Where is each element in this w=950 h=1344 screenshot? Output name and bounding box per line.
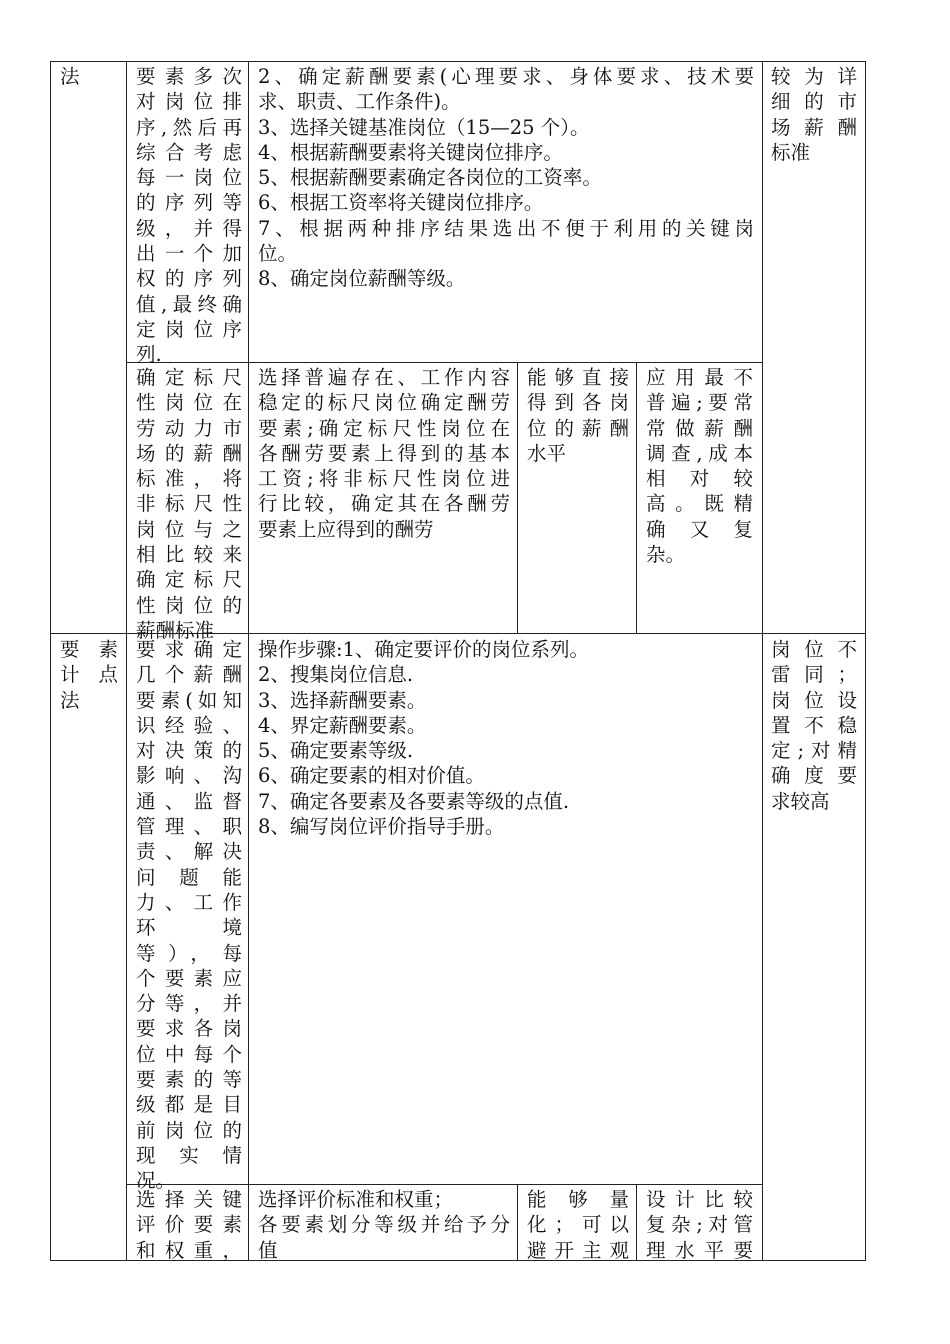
col-divider-3a	[517, 362, 518, 633]
weighting-advantages: 能 够 量 化；可以 避开主观	[527, 1188, 629, 1262]
point-factor-operation-steps: 操作步骤:1、确定要评价的岗位系列。 2、搜集岗位信息. 3、选择薪酬要素。 4、界定薪酬要素。 5、确定要素等级. 6、确定要素的相对价值。 7、确定各要素及各要素等级的点值. 8、编写岗位评价指导手册。	[258, 638, 589, 839]
weighting-disadvantages: 设计比较 复杂;对管 理水平要	[646, 1188, 753, 1262]
point-factor-applicability: 岗位不 雷同； 岗位设 置不稳 定;对精 确度要 求较高	[771, 638, 857, 813]
benchmark-procedure: 选择普遍存在、工作内容 稳定的标尺岗位确定酬劳 要素;确定标尺性岗位在 各酬劳要素上得到的基本 工资;将非标尺性岗位进 行比较，确定其在各酬劳 要素上应得到的酬劳	[258, 366, 510, 541]
ranking-applicability: 较为详 细的市 场薪酬 标准	[771, 65, 857, 164]
benchmark-description: 确定标尺 性岗位在 劳动力市 场的薪酬 标准，将 非标尺性 岗位与之 相比较来 确定标尺 性岗位的 薪酬标准	[136, 366, 242, 642]
ranking-operation-steps: 2、确定薪酬要素(心理要求、身体要求、技术要 求、职责、工作条件)。 3、选择关键基准岗位（15—25 个）。 4、根据薪酬要素将关键岗位排序。 5、根据薪酬要素确定各岗位的工资率。 6、根据工资率将关键岗位排序。 7、根据两种排序结果选出不便于利用的关键岗 位。 8、确定岗位薪酬等级。	[258, 65, 754, 291]
benchmark-disadvantages: 应用最不 普遍;要常 常做薪酬 调查,成本 相 对 较 高。既精 确 又 复 杂。	[646, 366, 753, 567]
col-divider-4b	[636, 1184, 637, 1260]
benchmark-advantages: 能够直接 得到各岗 位的薪酬 水平	[527, 366, 629, 465]
method-name-point-factor: 要 素 计 点 法	[60, 638, 118, 712]
col-divider-1	[126, 61, 127, 1260]
col-divider-5	[762, 61, 763, 1260]
method-name-ranking: 法	[60, 65, 80, 88]
col-divider-3b	[517, 1184, 518, 1260]
table-right-border	[865, 61, 866, 1260]
col-divider-4a	[636, 362, 637, 633]
weighting-procedure: 选择评价标准和权重； 各要素划分等级并给予分 值	[258, 1188, 510, 1262]
weighting-description: 选择关键 评价要素 和权重，	[136, 1188, 242, 1262]
ranking-steps-description: 要素多次 对岗位排 序,然后再 综合考虑 每一岗位 的序列等 级，并得 出一个加 权的序列 值,最终确 定岗位序 列.	[136, 65, 242, 367]
col-divider-2	[248, 61, 249, 1260]
table-left-border	[50, 61, 51, 1260]
table-top-border	[50, 61, 866, 62]
point-factor-description: 要求确定 几个薪酬 要素(如知 识经验、 对决策的 影响、沟 通、监督 管理、职 责、解决 问 题 能 力、工作 环 境 等），每 个要素应 分等，并 要求各岗 位中每个 要素的等 级都是目 前岗位的 现 实 情 况。	[136, 638, 242, 1193]
